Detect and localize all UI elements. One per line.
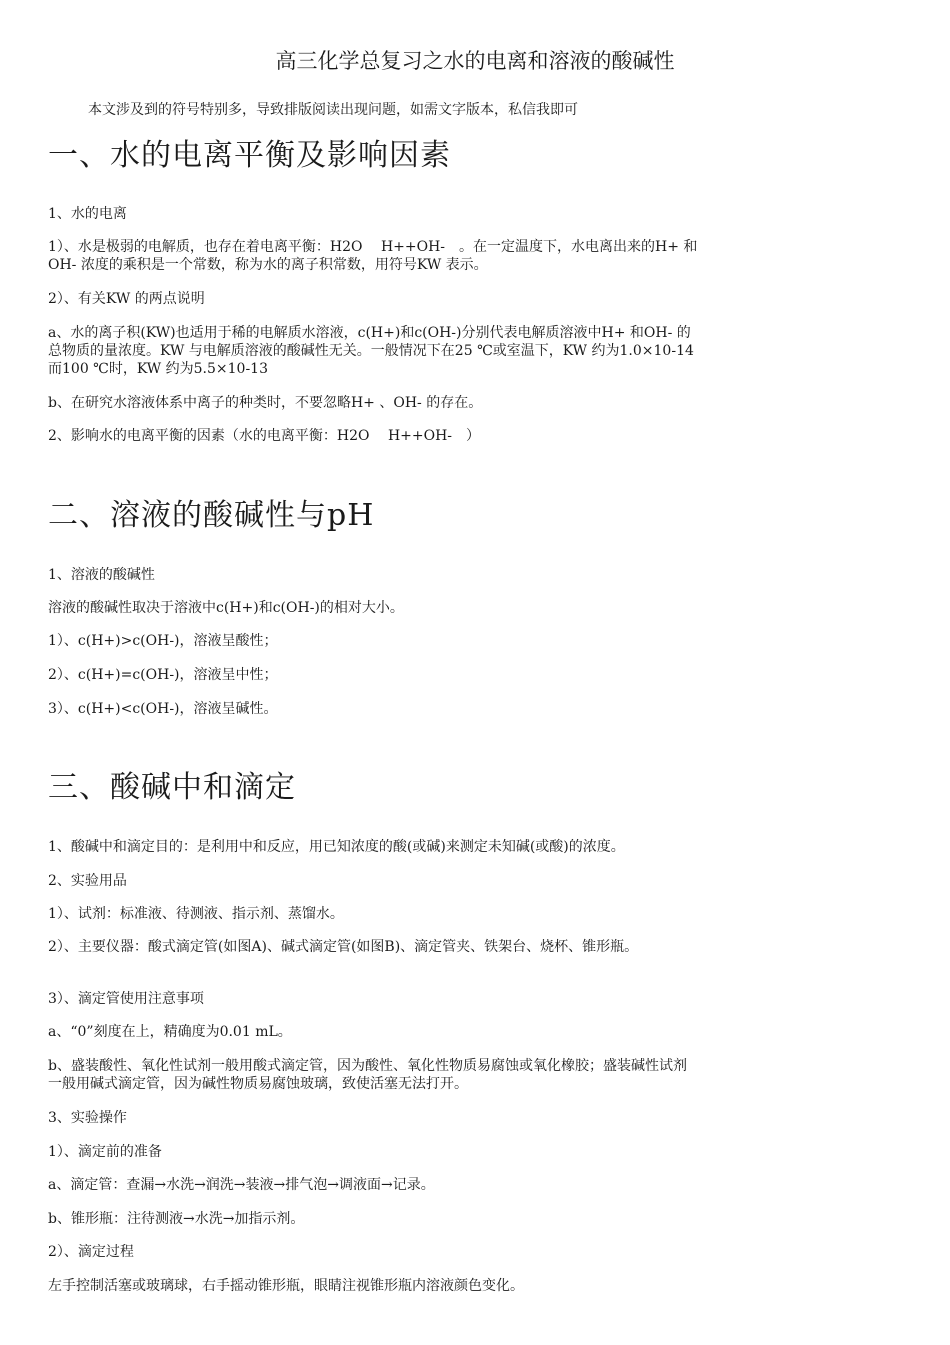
paragraph: 左手控制活塞或玻璃球，右手摇动锥形瓶，眼睛注视锥形瓶内溶液颜色变化。: [48, 1278, 524, 1294]
paragraph: 3）、滴定管使用注意事项: [48, 991, 204, 1007]
paragraph: a、水的离子积(KW)也适用于稀的电解质水溶液，c(H+)和c(OH-)分别代表电解质溶液中H+ 和OH- 的总物质的量浓度。KW 与电解质溶液的酸碱性无关。一般情况下在25 ℃或室温下，KW 约为1.0×10-14 而100 ℃时，KW 约为5.5×10-13: [48, 325, 694, 377]
paragraph: 3）、c(H+)<c(OH-)，溶液呈碱性。: [48, 701, 278, 717]
page-title: 高三化学总复习之水的电离和溶液的酸碱性: [275, 49, 675, 73]
paragraph: 1）、水是极弱的电解质，也存在着电离平衡：H2O H++OH- 。在一定温度下，水电离出来的H+ 和OH- 浓度的乘积是一个常数，称为水的离子积常数，用符号KW 表示。: [48, 239, 698, 273]
paragraph: 2）、滴定过程: [48, 1244, 134, 1260]
paragraph: 2）、主要仪器：酸式滴定管(如图A)、碱式滴定管(如图B)、滴定管夹、铁架台、烧杯、锥形瓶。: [48, 939, 639, 955]
paragraph: 1、酸碱中和滴定目的：是利用中和反应，用已知浓度的酸(或碱)来测定未知碱(或酸)的浓度。: [48, 839, 625, 855]
paragraph: b、在研究水溶液体系中离子的种类时，不要忽略H+ 、OH- 的存在。: [48, 395, 483, 411]
paragraph: a、“0”刻度在上，精确度为0.01 mL。: [48, 1024, 292, 1040]
paragraph: 2）、c(H+)=c(OH-)，溶液呈中性；: [48, 667, 278, 683]
paragraph: 1）、c(H+)>c(OH-)，溶液呈酸性；: [48, 633, 278, 649]
paragraph: b、锥形瓶：注待测液→水洗→加指示剂。: [48, 1211, 305, 1227]
paragraph: 2）、有关KW 的两点说明: [48, 291, 205, 307]
paragraph: 1）、试剂：标准液、待测液、指示剂、蒸馏水。: [48, 906, 344, 922]
paragraph: 3、实验操作: [48, 1110, 127, 1126]
section-heading-3: 三、酸碱中和滴定: [48, 770, 296, 805]
intro-note: 本文涉及到的符号特别多，导致排版阅读出现问题，如需文字版本，私信我即可: [88, 102, 578, 118]
paragraph: 2、实验用品: [48, 873, 127, 889]
paragraph: 1）、滴定前的准备: [48, 1144, 162, 1160]
section-heading-1: 一、水的电离平衡及影响因素: [48, 138, 451, 173]
paragraph: a、滴定管：查漏→水洗→润洗→装液→排气泡→调液面→记录。: [48, 1177, 435, 1193]
paragraph: 溶液的酸碱性取决于溶液中c(H+)和c(OH-)的相对大小。: [48, 600, 404, 616]
paragraph: 2、影响水的电离平衡的因素（水的电离平衡：H2O H++OH- ）: [48, 428, 481, 444]
paragraph: 1、溶液的酸碱性: [48, 567, 155, 583]
section-heading-2: 二、溶液的酸碱性与pH: [48, 498, 375, 533]
paragraph: b、盛装酸性、氧化性试剂一般用酸式滴定管，因为酸性、氧化性物质易腐蚀或氧化橡胶；盛装碱性试剂一般用碱式滴定管，因为碱性物质易腐蚀玻璃，致使活塞无法打开。: [48, 1058, 687, 1092]
paragraph: 1、水的电离: [48, 206, 127, 222]
